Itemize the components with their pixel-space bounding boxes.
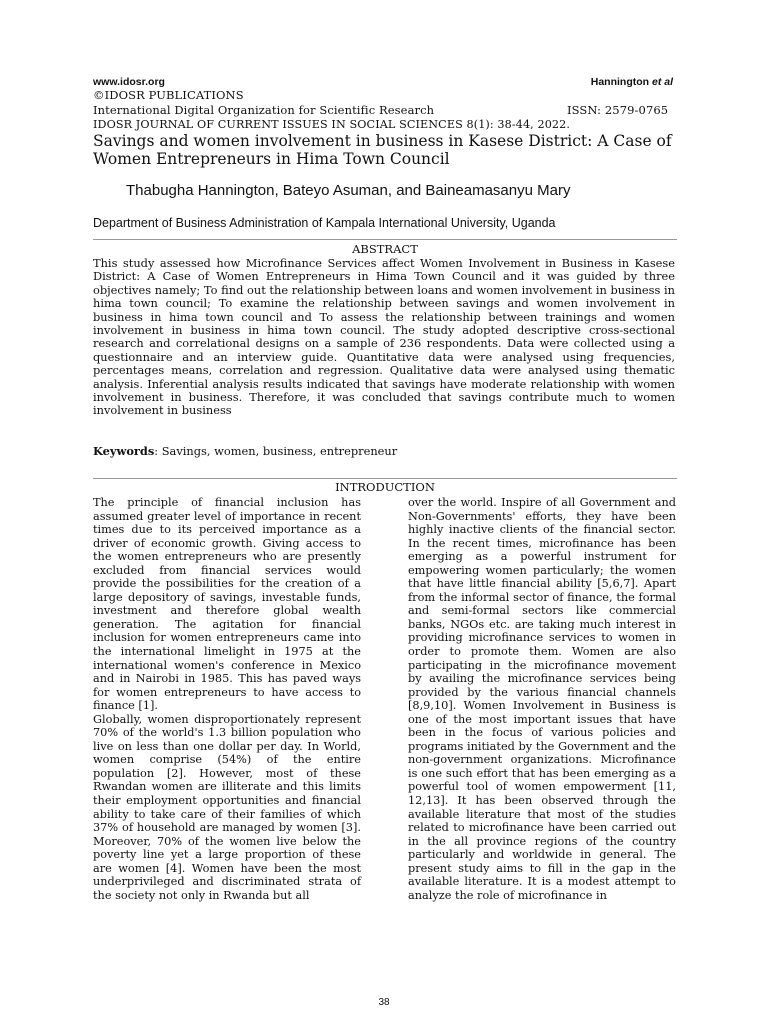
issn: ISSN: 2579-0765 [567, 103, 669, 117]
intro-column-right [408, 496, 676, 902]
journal-citation: IDOSR JOURNAL OF CURRENT ISSUES IN SOCIAL SCIENCES 8(1): 38-44, 2022. [93, 118, 571, 131]
intro-paragraph: over the world. Inspire of all Government and Non-Governments' efforts, they have been highly inactive clients of the financial sector. In the recent times, microfinance has been emerging as a powerful instrument for empowering women particularly; the women that have little financial ability [5,6,7]. Apart from the informal sector of finance, the formal and semi-formal sectors like commercial banks, NGOs etc. are taking much interest in providing microfinance services to women in order to promote them. Women are also participating in the microfinance movement by availing the microfinance services being provided by the various financial channels [8,9,10]. Women Involvement in Business is one of the most important issues that have been in the focus of various policies and programs initiated by the Government and the non-government organizations. Microfinance is one such effort that has been emerging as a powerful tool of women empowerment [11, 12,13]. It has been observed through the available literature that most of the studies related to microfinance have been carried out in the all province regions of the country particularly and worldwide in general. The present study aims to fill in the gap in the available literature. It is a modest attempt to analyze the role of microfinance in [408, 496, 676, 902]
rule-top [93, 239, 677, 240]
publisher: ©IDOSR PUBLICATIONS [93, 88, 244, 102]
affiliation: Department of Business Administration of Kampala International University, Uganda [93, 216, 556, 230]
intro-paragraph: Globally, women disproportionately represent 70% of the world's 1.3 billion population who live on less than one dollar per day. In World, women comprise (54%) of the entire population [2]. However, most of these Rwandan women are illiterate and this limits their employment opportunities and financial ability to take care of their families of which 37% of household are managed by women [3]. Moreover, 70% of the women live below the poverty line yet a large proportion of these are women [4]. Women have been the most underprivileged and discriminated strata of the society not only in Rwanda but all [93, 712, 361, 902]
organization: International Digital Organization for Scientific Research [93, 103, 435, 117]
title-line-1: Savings and women involvement in business in Kasese District: A Case of [93, 132, 672, 150]
authors: Thabugha Hannington, Bateyo Asuman, and Baineamasanyu Mary [126, 182, 571, 199]
intro-column-left [93, 496, 361, 902]
running-author-name: Hannington [590, 76, 650, 88]
abstract-heading: ABSTRACT [352, 242, 418, 256]
abstract-body: This study assessed how Microfinance Services affect Women Involvement in Business in Kasese District: A Case of Women Entrepreneurs in Hima Town Council and it was guided by three objectives namely; To find out the relationship between loans and women involvement in business in hima town council; To examine the relationship between savings and women involvement in business in hima town council and To assess the relationship between trainings and women involvement in business in hima town council. The study adopted descriptive cross-sectional research and correlational designs on a sample of 236 respondents. Data were collected using a questionnaire and an interview guide. Quantitative data were analysed using frequencies, percentages means, correlation and regression. Qualitative data were analysed using thematic analysis. Inferential analysis results indicated that savings have moderate relationship with women involvement in business. Therefore, it was concluded that savings contribute much to women involvement in business [93, 256, 675, 418]
journal-website: www.idosr.org [93, 76, 165, 88]
rule-intro [93, 478, 677, 479]
page-number: 38 [378, 997, 390, 1008]
title-line-2: Women Entrepreneurs in Hima Town Council [93, 150, 450, 168]
intro-paragraph: The principle of financial inclusion has assumed greater level of importance in recent times due to its perceived importance as a driver of economic growth. Giving access to the women entrepreneurs who are presently excluded from financial services would provide the possibilities for the creation of a large depository of savings, investable funds, investment and therefore global wealth generation. The agitation for financial inclusion for women entrepreneurs came into the international limelight in 1975 at the international women's conference in Mexico and in Nairobi in 1985. This has paved ways for women entrepreneurs to have access to finance [1]. [93, 496, 361, 713]
keywords-label: Keywords [93, 444, 155, 458]
article-title [93, 132, 672, 168]
keywords-text: : Savings, women, business, entrepreneur [154, 444, 398, 458]
running-author-etal: et al [651, 76, 673, 88]
running-author [591, 76, 673, 88]
keywords [93, 444, 397, 458]
introduction-heading: INTRODUCTION [335, 480, 435, 494]
